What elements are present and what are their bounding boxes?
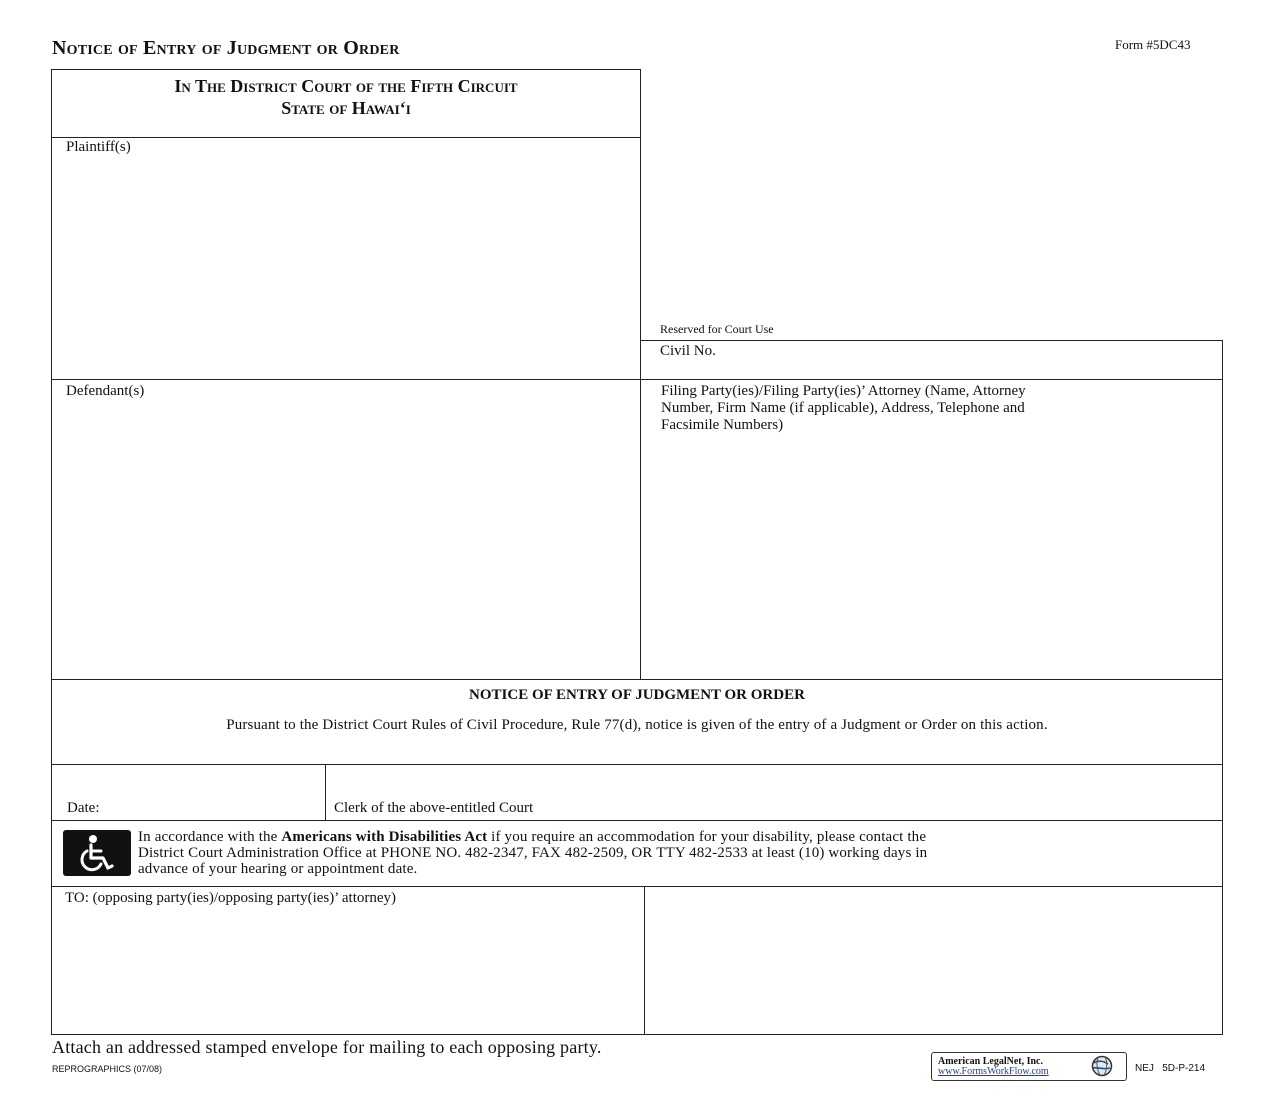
plaintiffs-label: Plaintiff(s) [66,139,131,155]
rule [51,886,1223,887]
to-right-field[interactable] [646,888,1220,1033]
filing-party-label-line3: Facsimile Numbers) [661,417,784,433]
reprographics-note: REPROGRAPHICS (07/08) [52,1064,163,1074]
plaintiffs-field[interactable] [52,160,640,378]
notice-body: Pursuant to the District Court Rules of Civil Procedure, Rule 77(d), notice is given of the entry of a Judgment or Order on this action. [226,717,1048,733]
rule [51,379,1223,380]
form-code: NEJ 5D-P-214 [1135,1063,1206,1074]
ada-line1 [138,829,926,846]
filing-party-field[interactable] [642,440,1220,678]
wheelchair-icon [63,830,131,876]
rule [640,340,1223,341]
vendor-url[interactable]: www.FormsWorkFlow.com [938,1066,1049,1077]
form-number: Form #5DC43 [1115,37,1191,52]
form-title: Notice of Entry of Judgment or Order [52,37,400,59]
date-label: Date: [67,800,100,816]
clerk-label: Clerk of the above-entitled Court [334,800,534,816]
rule [51,137,641,138]
ada-act: Americans with Disabilities Act [281,829,488,845]
rule [51,764,1223,765]
court-heading-line2: State of Hawai‘i [281,98,411,118]
defendants-field[interactable] [52,404,640,678]
ada-line2: District Court Administration Office at PHONE NO. 482-2347, FAX 482-2509, OR TTY 482-2533 at least (10) working days in [138,845,928,861]
ada-prefix: In accordance with the [138,829,282,845]
ada-line3: advance of your hearing or appointment date. [138,861,418,877]
notice-title: NOTICE OF ENTRY OF JUDGMENT OR ORDER [469,687,805,703]
ada-suffix: if you require an accommodation for your disability, please contact the [487,829,927,845]
vendor-name: American LegalNet, Inc. [938,1056,1043,1067]
date-field[interactable] [110,766,322,818]
reserved-label: Reserved for Court Use [660,322,774,336]
rule [325,764,326,820]
to-label: TO: (opposing party(ies)/opposing party(ies)’ attorney) [65,890,397,906]
rule [644,886,645,1035]
civil-no-field[interactable] [740,342,1220,378]
clerk-signature-field[interactable] [328,766,1220,798]
rule [51,1034,1223,1035]
rule [51,69,641,70]
rule [51,679,1223,680]
to-left-field[interactable] [53,910,642,1033]
civil-no-label: Civil No. [660,343,716,359]
filing-party-label-line2: Number, Firm Name (if applicable), Address, Telephone and [661,400,1025,416]
envelope-note: Attach an addressed stamped envelope for mailing to each opposing party. [52,1037,602,1057]
court-heading-line1: In The District Court of the Fifth Circuit [174,76,518,96]
rule [640,69,641,679]
defendants-label: Defendant(s) [66,383,145,399]
filing-party-label-line1: Filing Party(ies)/Filing Party(ies)’ Attorney (Name, Attorney [661,383,1026,399]
vendor-badge [931,1052,1127,1081]
globe-icon [1090,1055,1114,1077]
rule [51,820,1223,821]
